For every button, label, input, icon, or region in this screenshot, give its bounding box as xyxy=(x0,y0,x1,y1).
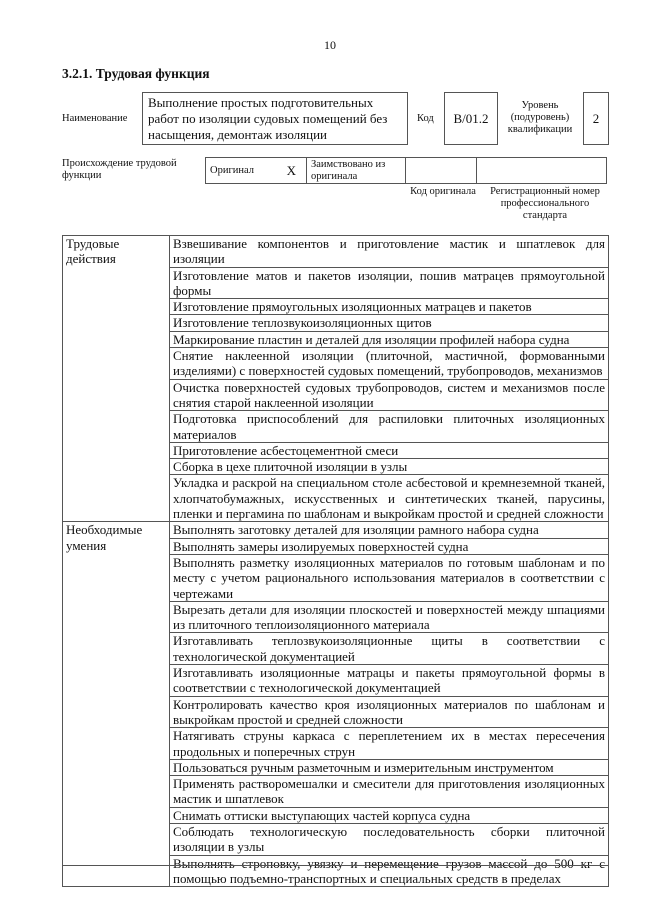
code-label: Код xyxy=(417,113,434,124)
level-label: Уровень (подуровень) квалификации xyxy=(507,100,573,135)
item-cell: Сборка в цехе плиточной изоляции в узлы xyxy=(170,459,609,475)
table-row xyxy=(63,236,609,268)
item-cell: Изготовление матов и пакетов изоляции, пошив матрацев прямоугольной формы xyxy=(170,267,609,299)
table-row xyxy=(63,522,609,538)
level-value: 2 xyxy=(583,92,609,145)
item-cell: Снимать оттиски выступающих частей корпуса судна xyxy=(170,807,609,823)
table-bottom-border xyxy=(62,865,609,866)
item-cell: Соблюдать технологическую последовательность сборки плиточной изоляции в узлы xyxy=(170,823,609,855)
item-cell: Изготавливать теплозвукоизоляционные щиты в соответствии с технологической документацией xyxy=(170,633,609,665)
item-cell: Натягивать струны каркаса с переплетением их в местах пересечения продольных и поперечных струн xyxy=(170,728,609,760)
item-cell: Выполнять разметку изоляционных материалов по готовым шаблонам и по месту с учетом рационального использования материалов в соответствии с чертежами xyxy=(170,554,609,601)
category-cell: Трудовые действия xyxy=(63,236,170,522)
item-cell: Взвешивание компонентов и приготовление мастик и шпатлевок для изоляции xyxy=(170,236,609,268)
borrowed-label: Заимствовано из оригинала xyxy=(307,158,406,184)
original-mark: X xyxy=(286,162,296,178)
section-title: 3.2.1. Трудовая функция xyxy=(62,66,210,81)
code-value: B/01.2 xyxy=(444,92,498,145)
category-cell: Необходимые умения xyxy=(63,522,170,887)
reg-number-caption: Регистрационный номер профессионального стандарта xyxy=(490,186,600,221)
item-cell: Вырезать детали для изоляции плоскостей и поверхностей между шпациями из плиточного теплоизоляционного материала xyxy=(170,601,609,633)
item-cell: Изготовление теплозвукоизоляционных щитов xyxy=(170,315,609,331)
item-cell: Применять растворомешалки и смесители для приготовления изоляционных мастик и шпатлевок xyxy=(170,776,609,808)
item-cell: Изготовление прямоугольных изоляционных матрацев и пакетов xyxy=(170,299,609,315)
item-cell: Выполнять заготовку деталей для изоляции рамного набора судна xyxy=(170,522,609,538)
function-details-table xyxy=(62,235,609,887)
item-cell: Контролировать качество кроя изоляционных материалов по шаблонам и выкройкам простой и средней сложности xyxy=(170,696,609,728)
item-cell: Снятие наклеенной изоляции (плиточной, мастичной, формованными изделиями) с поверхностей судовых помещений, трубопроводов, механизмов xyxy=(170,348,609,380)
name-label: Наименование xyxy=(62,113,128,124)
item-cell: Выполнять замеры изолируемых поверхностей судна xyxy=(170,538,609,554)
item-cell: Приготовление асбестоцементной смеси xyxy=(170,442,609,458)
origin-label: Происхождение трудовой функции xyxy=(62,158,177,181)
item-cell: Подготовка приспособлений для распиловки плиточных изоляционных материалов xyxy=(170,411,609,443)
function-name: Выполнение простых подготовительных работ по изоляции судовых помещений без насыщения, демонтаж изоляции xyxy=(142,92,408,145)
item-cell: Пользоваться ручным разметочным и измерительным инструментом xyxy=(170,759,609,775)
item-cell: Укладка и раскрой на специальном столе асбестовой и кремнеземной тканей, хлопчатобумажных, искусственных и синтетических тканей, парусины, пленки и пергамина по шаблонам и выкройкам простой и средней сложности xyxy=(170,475,609,522)
item-cell: Очистка поверхностей судовых трубопроводов, систем и механизмов после снятия старой наклеенной изоляции xyxy=(170,379,609,411)
item-cell: Выполнять строповку, увязку и перемещение грузов массой до 500 кг с помощью подъемно-транспортных и специальных средств в пределах xyxy=(170,855,609,887)
original-code-caption: Код оригинала xyxy=(410,186,476,197)
page-number: 10 xyxy=(324,38,336,52)
original-label: Оригинал xyxy=(210,164,254,176)
item-cell: Маркирование пластин и деталей для изоляции профилей набора судна xyxy=(170,331,609,347)
item-cell: Изготавливать изоляционные матрацы и пакеты прямоугольной формы в соответствии с технологической документацией xyxy=(170,665,609,697)
